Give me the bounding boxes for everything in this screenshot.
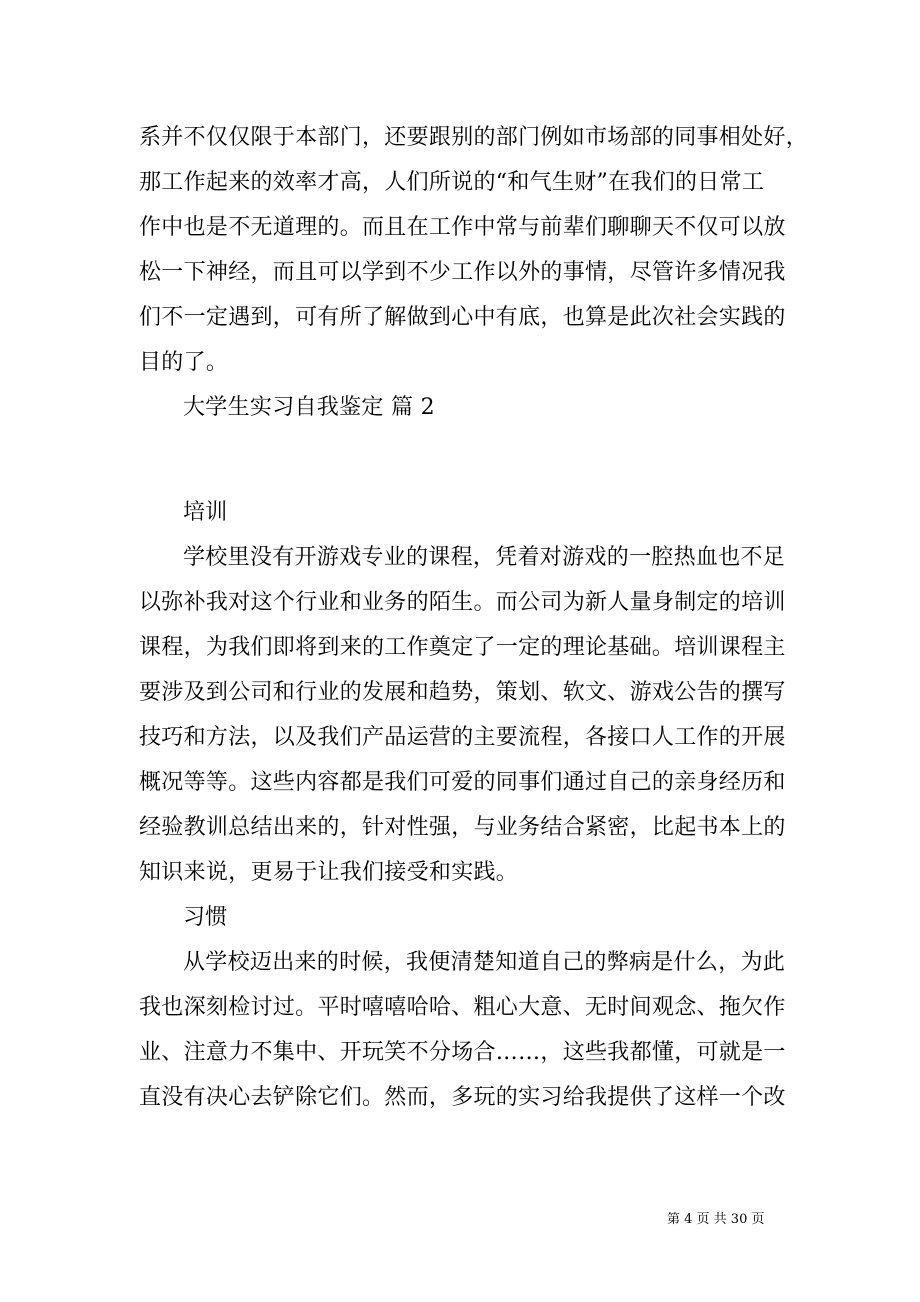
paragraph-line: 我也深刻检讨过。平时嘻嘻哈哈、粗心大意、无时间观念、拖欠作 — [139, 995, 786, 1020]
paragraph-line: 目的了。 — [139, 350, 229, 375]
paragraph-line: 那工作起来的效率才高，人们所说的“和气生财”在我们的日常工 — [139, 170, 765, 195]
paragraph-line: 业、注意力不集中、开玩笑不分场合……，这些我都懂，可就是一 — [139, 1040, 786, 1065]
section-title: 大学生实习自我鉴定 篇 2 — [183, 395, 435, 420]
paragraph-line: 直没有决心去铲除它们。然而，多玩的实习给我提供了这样一个改 — [139, 1085, 786, 1110]
subheading-training: 培训 — [183, 500, 228, 525]
paragraph-line: 技巧和方法，以及我们产品运营的主要流程，各接口人工作的开展 — [139, 725, 786, 750]
paragraph-line: 学校里没有开游戏专业的课程，凭着对游戏的一腔热血也不足 — [183, 545, 786, 570]
paragraph-line: 作中也是不无道理的。而且在工作中常与前辈们聊聊天不仅可以放 — [139, 215, 786, 240]
subheading-habit: 习惯 — [183, 905, 228, 930]
paragraph-line: 经验教训总结出来的，针对性强，与业务结合紧密，比起书本上的 — [139, 815, 786, 840]
page-footer: 第 4 页 共 30 页 — [667, 1212, 765, 1227]
paragraph-line: 系并不仅仅限于本部门，还要跟别的部门例如市场部的同事相处好， — [139, 125, 809, 150]
paragraph-line: 课程，为我们即将到来的工作奠定了一定的理论基础。培训课程主 — [139, 635, 786, 660]
paragraph-line: 要涉及到公司和行业的发展和趋势，策划、软文、游戏公告的撰写 — [139, 680, 786, 705]
paragraph-line: 知识来说，更易于让我们接受和实践。 — [139, 860, 519, 885]
paragraph-line: 从学校迈出来的时候，我便清楚知道自己的弊病是什么，为此 — [183, 950, 786, 975]
paragraph-line: 松一下神经，而且可以学到不少工作以外的事情，尽管许多情况我 — [139, 260, 786, 285]
paragraph-line: 以弥补我对这个行业和业务的陌生。而公司为新人量身制定的培训 — [139, 590, 786, 615]
paragraph-line: 概况等等。这些内容都是我们可爱的同事们通过自己的亲身经历和 — [139, 770, 786, 795]
paragraph-line: 们不一定遇到，可有所了解做到心中有底，也算是此次社会实践的 — [139, 305, 786, 330]
